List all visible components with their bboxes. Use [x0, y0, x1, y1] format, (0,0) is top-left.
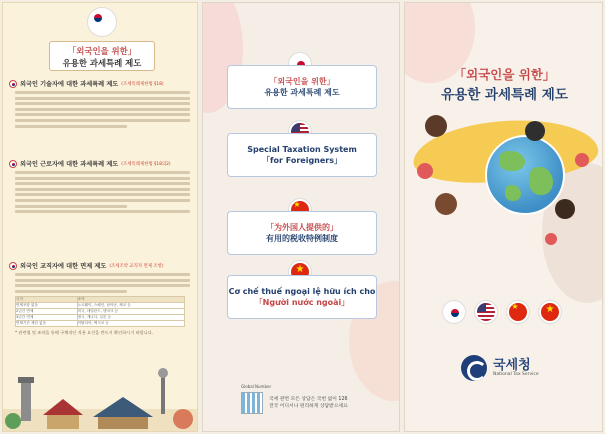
- flower-illustration: [575, 153, 589, 167]
- table-cell: 노르웨이, 스페인, 남아공, 체코 등: [77, 302, 184, 308]
- text-line: [15, 284, 190, 287]
- usa-flag-icon: [475, 301, 497, 323]
- person-illustration: [555, 199, 575, 219]
- text-line: [15, 113, 190, 116]
- table-cell: 3년간 면제: [16, 314, 78, 320]
- right-panel: [404, 2, 603, 432]
- text-line: [15, 177, 190, 180]
- card-line2: 有用的税收特例制度: [266, 234, 338, 243]
- person-illustration: [435, 193, 457, 215]
- left-panel: [2, 2, 198, 432]
- text-line: [15, 290, 127, 293]
- nts-text: [493, 359, 539, 377]
- seoul-landmarks-illustration: [3, 359, 198, 431]
- section-title: 외국인 교직자에 대한 면제 제도: [20, 263, 107, 270]
- text-line: [15, 125, 127, 128]
- section-header: [9, 261, 195, 270]
- person-illustration: [425, 115, 447, 137]
- flower-illustration: [545, 233, 557, 245]
- text-line: [15, 91, 190, 94]
- taeguk-icon: [9, 160, 17, 168]
- card-line1: 「为外国人提供的」: [266, 223, 338, 232]
- taeguk-icon: [9, 80, 17, 88]
- text-line: [15, 279, 190, 282]
- text-line: [15, 102, 190, 105]
- left-title-line2: 유용한 과세특례 제도: [62, 58, 142, 68]
- card-line1: 「외국인을 위한」: [269, 77, 335, 86]
- nts-logo-icon: [461, 355, 487, 381]
- table-row: [16, 320, 185, 326]
- left-title-line1: 「외국인을 위한」: [67, 46, 137, 56]
- nts-branding: [461, 355, 539, 381]
- vietnam-flag-icon: [539, 301, 561, 323]
- text-line: [15, 205, 127, 208]
- contact-line2: 전국 어디서나 편리하게 상담받으세요: [269, 404, 348, 409]
- section-header: [9, 79, 195, 88]
- flag-row: [443, 301, 561, 323]
- contact-text: [269, 396, 348, 410]
- section-badge: (조세특례제한법 §18의2): [121, 161, 171, 167]
- flower-illustration: [417, 163, 433, 179]
- card-korean: [227, 65, 377, 109]
- section-title: 외국인 기술자에 대한 과세특례 제도: [20, 81, 119, 88]
- table-cell: 2년간 면제: [16, 308, 78, 314]
- left-title-box: [49, 41, 155, 71]
- korea-flag-icon: [443, 301, 465, 323]
- table-cell: 이탈리아, 멕시코 등: [77, 320, 184, 326]
- footnote: * 관련법 및 조약을 통해 구체적인 적용 요건을 반드시 확인하시기 바랍니다.: [15, 329, 154, 335]
- card-line1: Special Taxation System: [247, 145, 357, 154]
- agency-name-ko: 국세청: [493, 358, 531, 373]
- globe-illustration: [485, 135, 565, 215]
- table-cell: 미국, 네덜란드, 덴마크 등: [77, 308, 184, 314]
- person-illustration: [525, 121, 545, 141]
- cover-title-line1: 「외국인을 위한」: [453, 67, 556, 82]
- text-line: [15, 119, 190, 122]
- section-worker: [9, 159, 195, 216]
- taeguk-icon: [9, 262, 17, 270]
- agency-name-en: National Tax Service: [493, 372, 539, 377]
- card-line2: 「Người nước ngoài」: [254, 298, 350, 307]
- text-line: [15, 97, 190, 100]
- card-line1: Cơ chế thuế ngoại lệ hữu ích cho: [228, 287, 376, 296]
- table-header-cell: 조약: [77, 296, 184, 302]
- text-line: [15, 210, 190, 213]
- qr-code-icon: [241, 392, 263, 414]
- text-line: [15, 193, 190, 196]
- table-cell: 면제기간 제한 없음: [16, 320, 78, 326]
- section-technician: [9, 79, 195, 130]
- card-vietnamese: [227, 275, 377, 319]
- card-chinese: [227, 211, 377, 255]
- text-line: [15, 188, 190, 191]
- middle-panel: [202, 2, 400, 432]
- section-teacher: [9, 261, 195, 336]
- table-cell: 영국, 캐나다, 일본 등: [77, 314, 184, 320]
- contact-line1: 국세 관련 모든 상담은 국번 없이 126: [269, 397, 348, 402]
- text-line: [15, 199, 190, 202]
- section-badge: (조세조약 교직자 면제 조항): [109, 263, 164, 269]
- text-line: [15, 171, 190, 174]
- card-line2: 유용한 과세특례 제도: [264, 88, 340, 97]
- text-line: [15, 182, 190, 185]
- text-line: [15, 108, 190, 111]
- korea-flag-icon: [87, 7, 117, 37]
- table-header-cell: 국가: [16, 296, 78, 302]
- table-cell: 면제조항 없음: [16, 302, 78, 308]
- section-badge: (조세특례제한법 §18): [121, 81, 164, 87]
- text-line: [15, 273, 190, 276]
- contact-info: [241, 384, 391, 414]
- card-line2: 「for Foreigners」: [261, 156, 342, 165]
- card-english: [227, 133, 377, 177]
- cover-title-line2: 유용한 과세특례 제도: [441, 87, 568, 103]
- qr-small-caption: Global Number: [241, 384, 272, 389]
- china-flag-icon: [507, 301, 529, 323]
- section-title: 외국인 근로자에 대한 과세특례 제도: [20, 161, 119, 168]
- treaty-table: [15, 296, 185, 327]
- section-header: [9, 159, 195, 168]
